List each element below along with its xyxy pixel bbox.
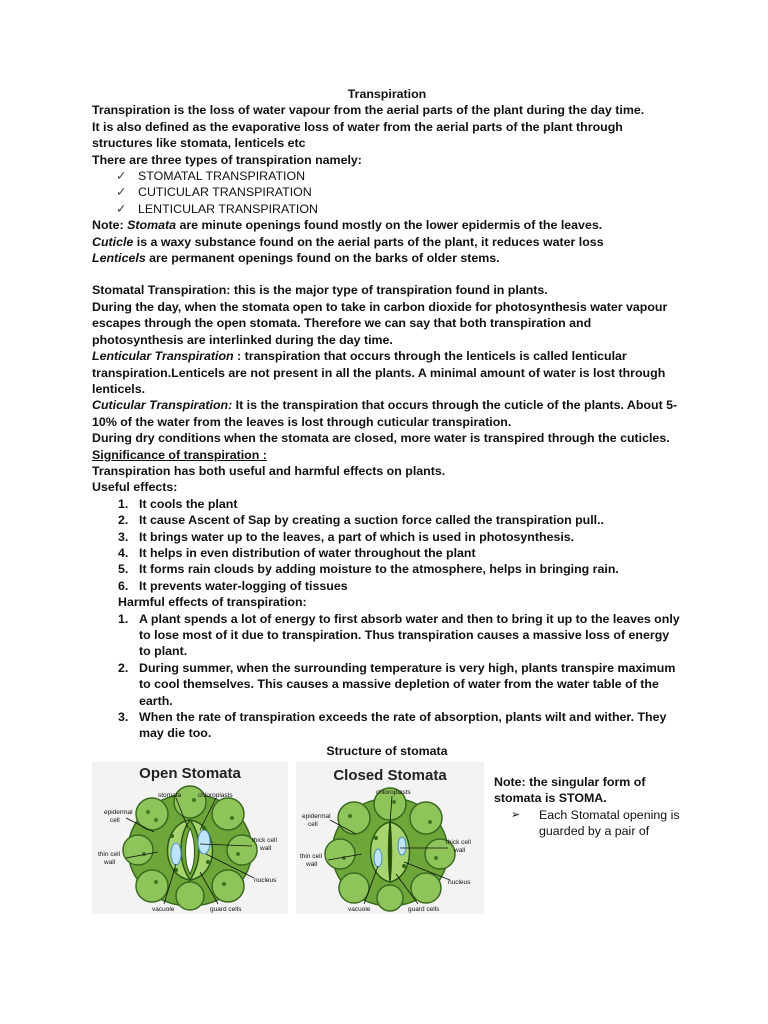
paragraph-text: : transpiration that occurs through the lenticels is called lenticular transpiration.Lenticels are not present in all the plants. A minimal amount of water is lost through lenticels. (92, 349, 666, 396)
stomatal-paragraph-2: During the day, when the stomata open to take in carbon dioxide for photosynthesis water vapour escapes through the open stomata. Therefore we can say that both transpiration and photosynthesis are interlinked during the day time. (92, 299, 668, 347)
closed-stomata-svg (296, 762, 484, 914)
item-number: 1. (118, 496, 129, 511)
type-label: STOMATAL TRANSPIRATION (138, 169, 306, 184)
label-cell: cell (308, 821, 318, 828)
page-title: Transpiration (347, 87, 427, 101)
useful-list (92, 496, 682, 594)
label-wall-2: wall (260, 845, 272, 852)
list-item (118, 496, 682, 512)
list-item (118, 529, 682, 545)
lenticular-paragraph (92, 348, 682, 397)
label-guard-cells: guard cells (210, 906, 242, 913)
document-body (92, 86, 682, 759)
list-item (118, 611, 682, 660)
side-note-list (494, 807, 684, 840)
label-chloroplasts: chloroplasts (198, 792, 233, 799)
cuticular-paragraph-2: During dry conditions when the stomata are closed, more water is transpired through the cuticles. (92, 431, 670, 446)
types-list (92, 168, 682, 217)
figure-title: Structure of stomata (326, 743, 448, 758)
item-text: It brings water up to the leaves, a part of which is used in photosynthesis. (139, 529, 575, 544)
item-text: It prevents water-logging of tissues (139, 578, 348, 593)
label-thick-cell: thick cell (252, 837, 277, 844)
note-label: Note: (92, 218, 128, 233)
item-text: It forms rain clouds by adding moisture to the atmosphere, helps in bringing rain. (139, 562, 619, 577)
item-text: A plant spends a lot of energy to first absorb water and then to bring it up to the leaves only to lose most of it due to transpiration. Thus transpiration causes a massive loss of energy to plant. (139, 611, 680, 659)
label-thin-cell: thin cell (300, 853, 323, 860)
item-number: 1. (118, 611, 129, 626)
intro-paragraph-3: There are three types of transpiration namely: (92, 152, 362, 167)
type-label: CUTICULAR TRANSPIRATION (138, 185, 312, 200)
label-wall: wall (306, 861, 318, 868)
item-text: When the rate of transpiration exceeds the rate of absorption, plants wilt and wither. They may die too. (139, 710, 667, 741)
label-nucleus: nucleus (448, 879, 471, 886)
side-note-text: Note: the singular form of stomata is STOMA. (494, 775, 646, 806)
definition-cuticle (92, 234, 682, 250)
item-number: 2. (118, 513, 129, 528)
types-list-item (116, 184, 682, 200)
label-vacuole: vacuole (152, 906, 175, 913)
label-cell: cell (110, 817, 120, 824)
open-stomata-diagram (92, 762, 288, 914)
list-item (118, 709, 682, 742)
list-item (118, 660, 682, 709)
item-text: Each Stomatal opening is guarded by a pair of (539, 807, 680, 839)
closed-stomata-heading: Closed Stomata (333, 767, 447, 784)
term-lenticels: Lenticels (92, 251, 146, 266)
definition-lenticels (92, 250, 682, 266)
significance-heading: Significance of transpiration : (92, 447, 267, 462)
label-nucleus: nucleus (254, 877, 277, 884)
label-wall-2: wall (454, 847, 466, 854)
stomatal-paragraph-1: Stomatal Transpiration: this is the major type of transpiration found in plants. (92, 283, 548, 298)
label-thick-cell: thick cell (446, 839, 471, 846)
cuticular-paragraph (92, 397, 682, 430)
label-chloroplasts: chloroplasts (376, 789, 411, 796)
definition-text: are minute openings found mostly on the lower epidermis of the leaves. (176, 218, 603, 233)
useful-heading: Useful effects: (92, 480, 178, 495)
term-stomata: Stomata (127, 218, 176, 233)
item-number: 4. (118, 545, 129, 560)
side-note (494, 774, 684, 840)
type-label: LENTICULAR TRANSPIRATION (138, 201, 318, 216)
open-stomata-heading: Open Stomata (139, 765, 241, 782)
significance-intro: Transpiration has both useful and harmful effects on plants. (92, 463, 446, 478)
closed-stomata-diagram (296, 762, 484, 914)
label-epidermal: epidermal (302, 813, 331, 820)
list-item (118, 545, 682, 561)
label-thin-cell: thin cell (98, 851, 121, 858)
checkmark-icon: ✓ (116, 200, 127, 216)
arrow-bullet-icon: ➢ (511, 808, 521, 821)
label-guard-cells: guard cells (408, 906, 440, 913)
term-cuticular: Cuticular Transpiration: (92, 398, 233, 413)
item-text: During summer, when the surrounding temperature is very high, plants transpire maximum to cool themselves. This causes a massive depletion of water from the water table of the earth. (139, 660, 676, 708)
label-epidermal: epidermal (104, 809, 133, 816)
list-item (118, 512, 682, 528)
open-stomata-svg (92, 762, 288, 914)
definition-text: is a waxy substance found on the aerial parts of the plant, it reduces water loss (133, 234, 604, 249)
checkmark-icon: ✓ (116, 184, 127, 200)
definition-text: are permanent openings found on the barks of older stems. (145, 251, 500, 266)
term-cuticle: Cuticle (92, 234, 134, 249)
item-text: It cools the plant (139, 496, 238, 511)
label-stomata: stomata (158, 792, 182, 799)
paragraph-text: It is the transpiration that occurs through the cuticle of the plants. About 5-10% of the water from the leaves is lost through cuticular transpiration. (92, 398, 678, 429)
list-item (118, 561, 682, 577)
types-list-item (116, 201, 682, 217)
label-vacuole: vacuole (348, 906, 371, 913)
list-item (118, 578, 682, 594)
item-number: 6. (118, 578, 129, 593)
item-number: 2. (118, 660, 129, 675)
intro-paragraph-2: It is also defined as the evaporative loss of water from the aerial parts of the plant through structures like stomata, lenticels etc (92, 119, 623, 151)
checkmark-icon: ✓ (116, 168, 127, 184)
item-number: 5. (118, 562, 129, 577)
harmful-heading: Harmful effects of transpiration: (118, 595, 307, 610)
item-number: 3. (118, 710, 129, 725)
list-item (511, 807, 684, 840)
definition-stomata (92, 217, 682, 233)
item-text: It helps in even distribution of water throughout the plant (139, 545, 476, 560)
item-text: It cause Ascent of Sap by creating a suction force called the transpiration pull.. (139, 513, 604, 528)
harmful-list (92, 611, 682, 742)
types-list-item (116, 168, 682, 184)
intro-paragraph-1: Transpiration is the loss of water vapour from the aerial parts of the plant during the day time. (92, 103, 645, 118)
term-lenticular: Lenticular Transpiration (92, 349, 234, 364)
label-wall: wall (104, 859, 116, 866)
item-number: 3. (118, 529, 129, 544)
